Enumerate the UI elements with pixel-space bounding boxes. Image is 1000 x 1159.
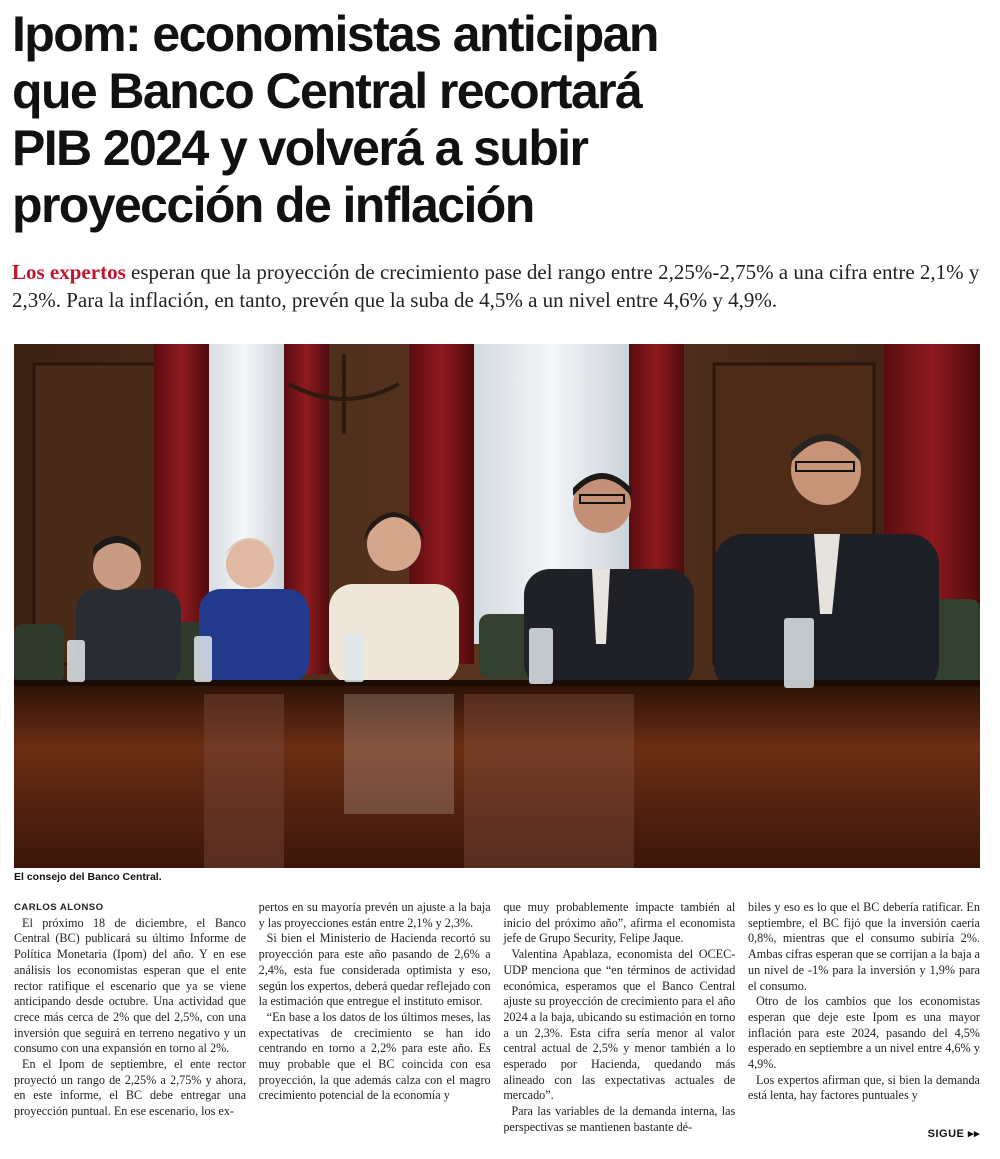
photo-caption: El consejo del Banco Central. bbox=[14, 871, 162, 883]
body-paragraph: “En base a los datos de los últimos meses, las expectativas de crecimiento se han ido centrando en torno a 2,2% para este año. Es muy probable que el BC coincida con esa proyección, la que además calza con el magro crecimiento potencial de la economía y bbox=[258, 1009, 491, 1103]
body-column-1 bbox=[14, 900, 246, 1140]
deck-subheadline bbox=[12, 258, 987, 314]
headline-line: que Banco Central recortará bbox=[12, 63, 642, 119]
board-photo-illustration bbox=[14, 344, 980, 868]
article-body bbox=[14, 900, 980, 1140]
headline-line: proyección de inflación bbox=[12, 177, 534, 233]
body-paragraph: Otro de los cambios que los economistas esperan que deje este Ipom es una mayor inflación para este 2024, pasando del 4,5% esperado en septiembre a un nivel entre 4,6% y 4,9%. bbox=[747, 994, 980, 1072]
body-paragraph: El próximo 18 de diciembre, el Banco Central (BC) publicará su último Informe de Política Monetaria (Ipom) del año. Y en ese análisis los economistas esperan que el ente rector ratifique el escenario que ya se viene anticipando desde octubre. Una actividad que crece más cerca de 2% que del 2,5%, con una inversión que seguirá en terreno negativo y un consumo con una expansión en torno al 2%. bbox=[14, 915, 246, 1056]
body-paragraph: Los expertos afirman que, si bien la demanda está lenta, hay factores puntuales y bbox=[747, 1072, 980, 1103]
headline bbox=[12, 6, 772, 234]
body-paragraph: pertos en su mayoría prevén un ajuste a la baja y las proyecciones están entre 2,1% y 2,3%. bbox=[258, 900, 491, 930]
headline-line: Ipom: economistas anticipan bbox=[12, 6, 658, 62]
deck-lead: Los expertos bbox=[12, 260, 126, 284]
body-paragraph: Valentina Apablaza, economista del OCEC-UDP menciona que “en términos de actividad económica, esperamos que el Banco Central ajuste su proyección de crecimiento para el año 2024 a la baja, ubicando su estimación en torno a un 2,3%. Esta cifra sería menor al valor central actual de 2,5% y menor también a lo esperado por Hacienda, quedando más alineado con las expectativas actuales de mercado”. bbox=[503, 947, 736, 1103]
body-paragraph: Si bien el Ministerio de Hacienda recortó su proyección para este año pasando de 2,6% a 2,4%, esta fue considerada optimista y eso, según los expertos, deberá quedar reflejado con la estimación que entregue el instituto emisor. bbox=[258, 931, 491, 1009]
body-column-3 bbox=[503, 900, 735, 1140]
continue-label: SIGUE ▸▸ bbox=[927, 1128, 980, 1140]
body-paragraph: que muy probablemente impacte también al inicio del próximo año”, afirma el economista jefe de Grupo Security, Felipe Jaque. bbox=[503, 900, 736, 946]
article-photo bbox=[14, 344, 980, 868]
byline: CARLOS ALONSO bbox=[14, 902, 104, 913]
body-column-2 bbox=[259, 900, 491, 1140]
body-paragraph: En el Ipom de septiembre, el ente rector proyectó un rango de 2,25% a 2,75% y ahora, en este informe, el BC debe entregar una proyección puntual. En ese escenario, los ex- bbox=[14, 1057, 246, 1119]
body-paragraph: Para las variables de la demanda interna, las perspectivas se mantienen bastante dé- bbox=[503, 1104, 736, 1134]
headline-line: PIB 2024 y volverá a subir bbox=[12, 120, 588, 176]
deck-text: esperan que la proyección de crecimiento pase del rango entre 2,25%-2,75% a una cifra entre 2,1% y 2,3%. Para la inflación, en tanto, prevén que la suba de 4,5% a un nivel entre 4,6% y 4,9%. bbox=[12, 260, 980, 312]
body-column-4 bbox=[748, 900, 980, 1140]
body-paragraph: biles y eso es lo que el BC debería ratificar. En septiembre, el BC fijó que la inversión caería 0,8%, mientras que el consumo subiría 2%. Ambas cifras esperan que se corrijan a la baja a un nivel de -1% para la inversión y 1,9% para el consumo. bbox=[747, 900, 980, 993]
